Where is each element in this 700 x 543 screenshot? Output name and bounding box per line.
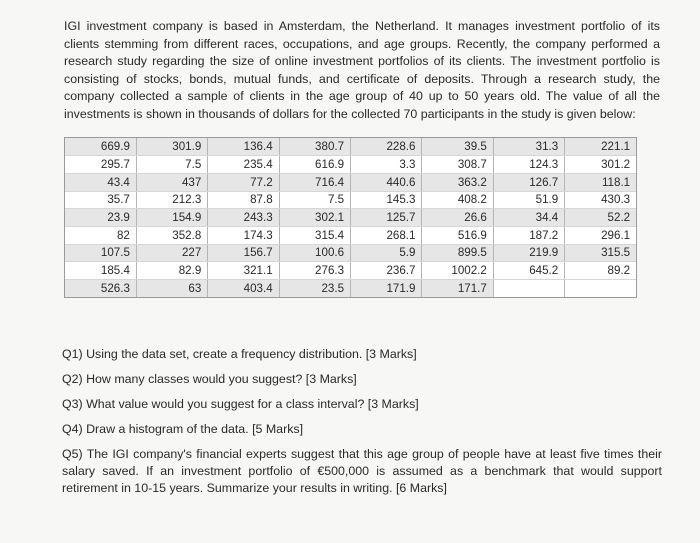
table-cell: 34.4 (493, 209, 564, 227)
table-cell: 516.9 (422, 226, 493, 244)
table-cell: 236.7 (351, 262, 422, 280)
table-cell: 7.5 (279, 191, 350, 209)
table-cell: 154.9 (136, 209, 207, 227)
table-cell: 43.4 (65, 173, 136, 191)
table-cell: 228.6 (351, 138, 422, 156)
table-cell: 437 (136, 173, 207, 191)
table-cell: 1002.2 (422, 262, 493, 280)
table-cell: 403.4 (208, 280, 279, 298)
table-cell: 645.2 (493, 262, 564, 280)
table-cell: 221.1 (565, 138, 636, 156)
table-row (65, 156, 636, 174)
table-cell: 174.3 (208, 226, 279, 244)
table-cell: 295.7 (65, 156, 136, 174)
table-cell (493, 280, 564, 298)
question-1: Q1) Using the data set, create a frequency distribution. [3 Marks] (62, 347, 417, 361)
table-cell: 35.7 (65, 191, 136, 209)
table-cell: 3.3 (351, 156, 422, 174)
table-cell: 212.3 (136, 191, 207, 209)
table-cell: 63 (136, 280, 207, 298)
table-row (65, 244, 636, 262)
table-cell: 77.2 (208, 173, 279, 191)
table-cell: 430.3 (565, 191, 636, 209)
investment-data-table (64, 137, 637, 298)
question-3: Q3) What value would you suggest for a class interval? [3 Marks] (62, 397, 419, 411)
table-cell: 124.3 (493, 156, 564, 174)
table-cell: 616.9 (279, 156, 350, 174)
table-cell: 302.1 (279, 209, 350, 227)
table-cell: 187.2 (493, 226, 564, 244)
table-cell: 87.8 (208, 191, 279, 209)
table-cell: 268.1 (351, 226, 422, 244)
table-row (65, 138, 636, 156)
table-cell: 51.9 (493, 191, 564, 209)
table-cell: 5.9 (351, 244, 422, 262)
table-cell: 145.3 (351, 191, 422, 209)
table-cell: 125.7 (351, 209, 422, 227)
table-cell: 296.1 (565, 226, 636, 244)
table-cell: 126.7 (493, 173, 564, 191)
table-cell: 321.1 (208, 262, 279, 280)
questions-section (62, 346, 662, 497)
question-2: Q2) How many classes would you suggest? [3 Marks] (62, 372, 357, 386)
table-cell: 276.3 (279, 262, 350, 280)
table-cell: 89.2 (565, 262, 636, 280)
table-cell: 185.4 (65, 262, 136, 280)
table-cell: 301.2 (565, 156, 636, 174)
table-cell: 136.4 (208, 138, 279, 156)
table-cell: 171.9 (351, 280, 422, 298)
table-cell: 408.2 (422, 191, 493, 209)
table-cell: 227 (136, 244, 207, 262)
table-cell: 716.4 (279, 173, 350, 191)
table-cell: 301.9 (136, 138, 207, 156)
table-row (65, 226, 636, 244)
table-row (65, 191, 636, 209)
table-row (65, 173, 636, 191)
table-cell: 31.3 (493, 138, 564, 156)
table-cell: 243.3 (208, 209, 279, 227)
table-body (65, 138, 636, 297)
table-row (65, 209, 636, 227)
table-cell: 23.5 (279, 280, 350, 298)
table-cell: 118.1 (565, 173, 636, 191)
table-cell: 219.9 (493, 244, 564, 262)
table-cell (565, 280, 636, 298)
table-row (65, 280, 636, 298)
table-cell: 440.6 (351, 173, 422, 191)
table-cell: 352.8 (136, 226, 207, 244)
table-cell: 82.9 (136, 262, 207, 280)
question-4: Q4) Draw a histogram of the data. [5 Marks] (62, 422, 304, 436)
table-cell: 23.9 (65, 209, 136, 227)
question-5: Q5) The IGI company's financial experts suggest that this age group of people have at least five times their salary saved. If an investment portfolio of €500,000 is assumed as a benchmark that would support retirement in 10-15 years. Summarize your results in writing. [6 Marks] (62, 447, 662, 495)
table-cell: 7.5 (136, 156, 207, 174)
table-cell: 899.5 (422, 244, 493, 262)
table-cell: 156.7 (208, 244, 279, 262)
table-cell: 315.5 (565, 244, 636, 262)
table-cell: 380.7 (279, 138, 350, 156)
table-cell: 26.6 (422, 209, 493, 227)
table-cell: 39.5 (422, 138, 493, 156)
table-cell: 235.4 (208, 156, 279, 174)
table-cell: 52.2 (565, 209, 636, 227)
table-cell: 308.7 (422, 156, 493, 174)
table-row (65, 262, 636, 280)
table-cell: 526.3 (65, 280, 136, 298)
table-cell: 171.7 (422, 280, 493, 298)
intro-paragraph: IGI investment company is based in Amsterdam, the Netherland. It manages investment portfolio of its clients stemming from different races, occupations, and age groups. Recently, the company performed a research study regarding the size of online investment portfolios of its clients. The investment portfolio is consisting of stocks, bonds, mutual funds, and certificate of deposits. Through a research study, the company collected a sample of clients in the age group of 40 up to 50 years old. The value of all the investments is shown in thousands of dollars for the collected 70 participants in the study is given below: (64, 19, 660, 121)
table-cell: 363.2 (422, 173, 493, 191)
table-cell: 82 (65, 226, 136, 244)
table-cell: 669.9 (65, 138, 136, 156)
table-cell: 100.6 (279, 244, 350, 262)
table-cell: 107.5 (65, 244, 136, 262)
table-cell: 315.4 (279, 226, 350, 244)
